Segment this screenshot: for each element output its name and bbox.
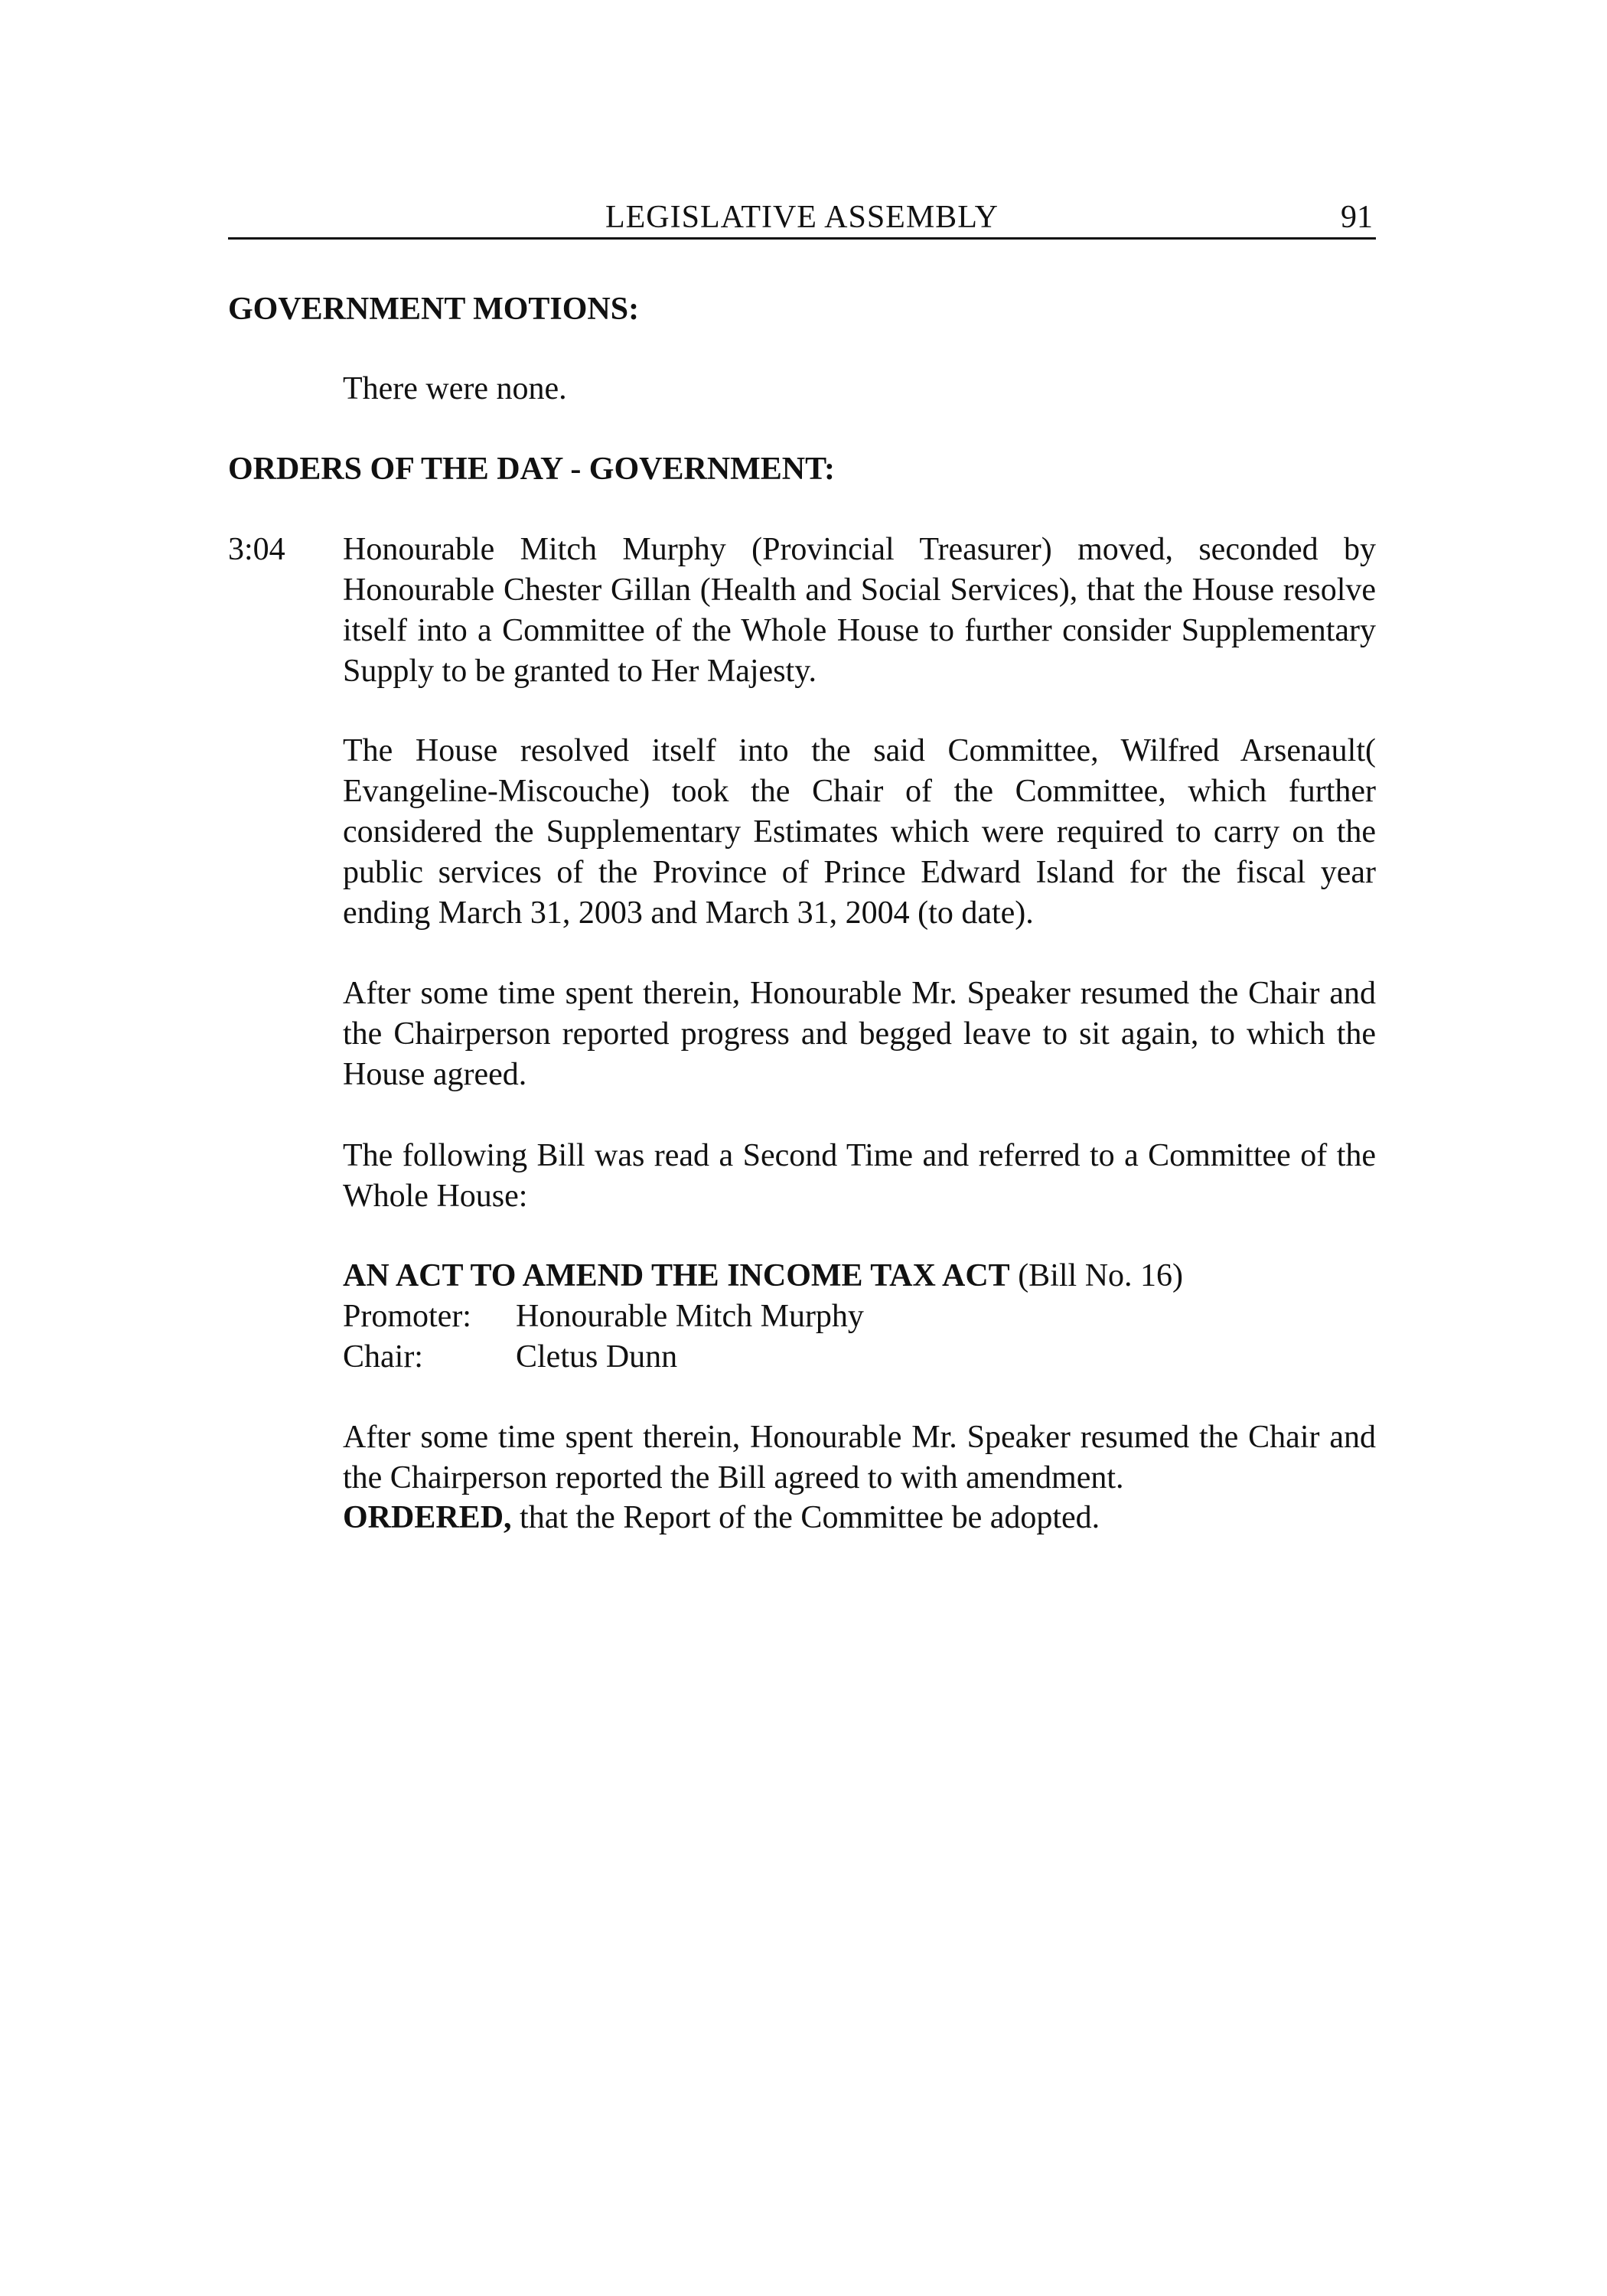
promoter-name: Honourable Mitch Murphy (516, 1299, 864, 1334)
page-number: 91 (1341, 200, 1373, 235)
page-header (228, 197, 1376, 240)
ordered-paragraph (343, 1498, 1376, 1538)
motion-time: 3:04 (228, 532, 285, 567)
heading-orders-of-the-day: ORDERS OF THE DAY - GOVERNMENT: (228, 452, 836, 487)
bill-title-line (343, 1256, 1183, 1296)
bill-promoter-line (343, 1296, 864, 1337)
second-reading-paragraph: The following Bill was read a Second Time and referred to a Committee of the Whole House: (343, 1138, 1376, 1214)
progress-paragraph: After some time spent therein, Honourable Mr. Speaker resumed the Chair and the Chairperson reported progress and begged leave to sit again, to which the House agreed. (343, 976, 1376, 1092)
bill-title: AN ACT TO AMEND THE INCOME TAX ACT (343, 1258, 1010, 1293)
promoter-label: Promoter: (343, 1299, 471, 1334)
chair-label: Chair: (343, 1339, 423, 1375)
chair-name: Cletus Dunn (516, 1339, 678, 1375)
ordered-text: that the Report of the Committee be adopted. (520, 1500, 1100, 1535)
committee-paragraph: The House resolved itself into the said Committee, Wilfred Arsenault( Evangeline-Miscouche) took the Chair of the Committee, which further considered the Supplementary Estimates which were required to carry on the public services of the Province of Prince Edward Island for the fiscal year ending March 31, 2003 and March 31, 2004 (to date). (343, 733, 1376, 931)
bill-chair-line (343, 1337, 677, 1378)
motion-paragraph: Honourable Mitch Murphy (Provincial Treasurer) moved, seconded by Honourable Chester Gillan (Health and Social Services), that the House resolve itself into a Committee of the Whole House to further consider Supplementary Supply to be granted to Her Majesty. (343, 532, 1376, 689)
ordered-label: ORDERED, (343, 1500, 512, 1535)
bill-number: (Bill No. 16) (1018, 1258, 1184, 1293)
header-title: LEGISLATIVE ASSEMBLY (605, 200, 999, 235)
heading-government-motions: GOVERNMENT MOTIONS: (228, 292, 640, 327)
government-motions-text: There were none. (343, 371, 567, 406)
report-paragraph: After some time spent therein, Honourable Mr. Speaker resumed the Chair and the Chairperson reported the Bill agreed to with amendment. (343, 1420, 1376, 1495)
